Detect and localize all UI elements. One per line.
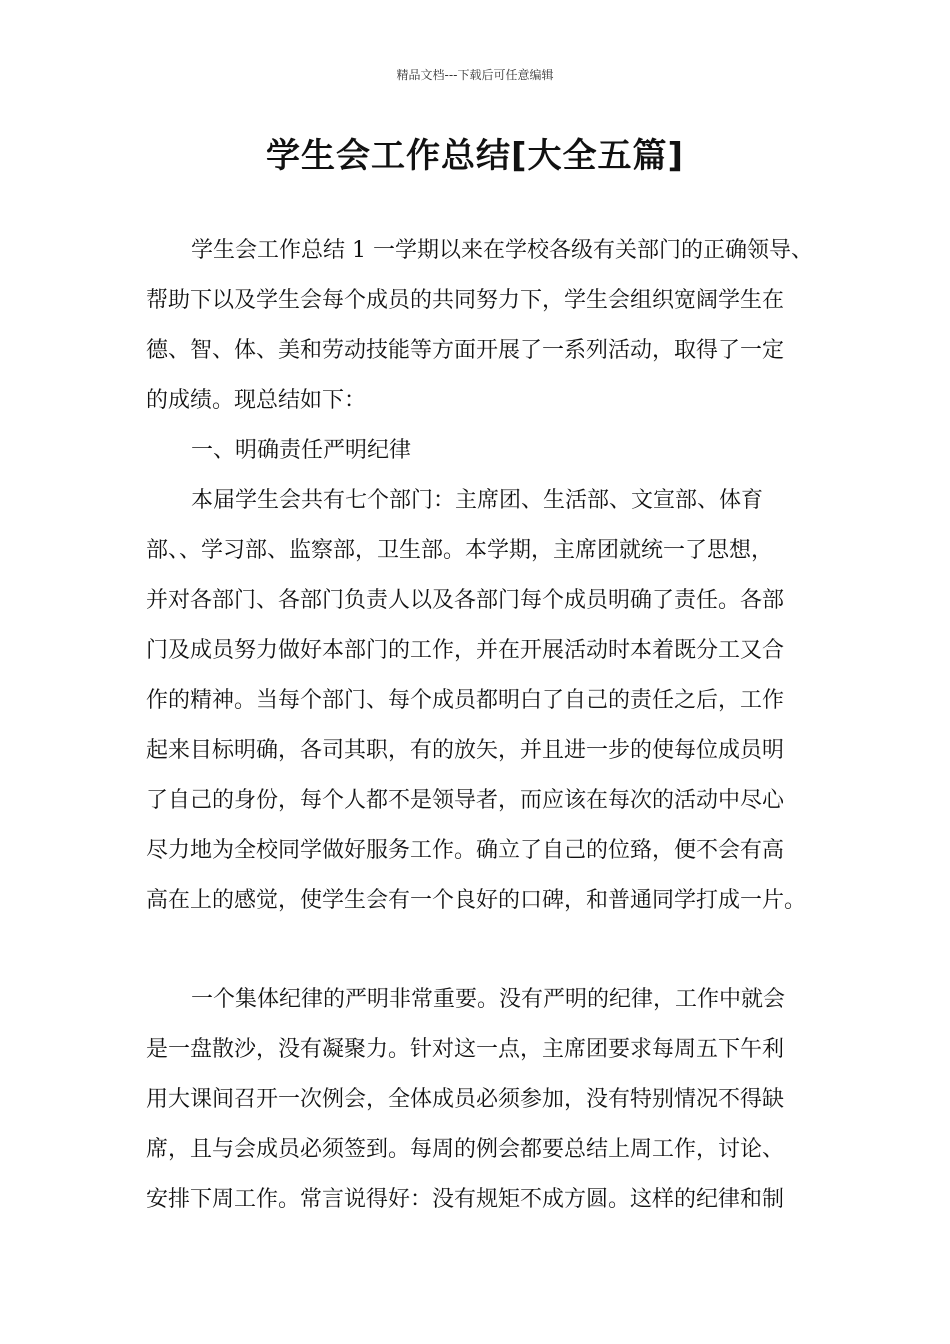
body-line: 尽力地为全校同学做好服务工作。确立了自己的位臵，便不会有高: [146, 838, 785, 863]
body-line: 高在上的感觉，使学生会有一个良好的口碑，和普通同学打成一片。: [146, 888, 807, 913]
body-line: 了自己的身份，每个人都不是领导者，而应该在每次的活动中尽心: [146, 788, 785, 813]
body-line: 用大课间召开一次例会，全体成员必须参加，没有特别情况不得缺: [146, 1087, 785, 1112]
body-line: 起来目标明确，各司其职，有的放矢，并且进一步的使每位成员明: [146, 738, 785, 763]
body-line: 安排下周工作。常言说得好：没有规矩不成方圆。这样的纪律和制: [146, 1187, 785, 1212]
body-line: 部、、学习部、监察部，卫生部。本学期，主席团就统一了思想，: [146, 538, 774, 563]
page-title: 学生会工作总结[大全五篇]: [265, 136, 685, 176]
body-line: 门及成员努力做好本部门的工作，并在开展活动时本着既分工又合: [146, 638, 785, 663]
body-line: 作的精神。当每个部门、每个成员都明白了自己的责任之后，工作: [146, 688, 785, 713]
body-line: 本届学生会共有七个部门：主席团、生活部、文宣部、体育: [191, 488, 764, 513]
body-line: 是一盘散沙，没有凝聚力。针对这一点，主席团要求每周五下午利: [146, 1037, 785, 1062]
body-line: 并对各部门、各部门负责人以及各部门每个成员明确了责任。各部: [146, 588, 785, 613]
section-heading: 一、明确责任严明纪律: [191, 438, 412, 463]
body-line: 学生会工作总结 1 一学期以来在学校各级有关部门的正确领导、: [191, 238, 813, 263]
header-note: 精品文档---下载后可任意编辑: [396, 68, 554, 82]
body-line: 席，且与会成员必须签到。每周的例会都要总结上周工作，讨论、: [146, 1137, 785, 1162]
body-line: 帮助下以及学生会每个成员的共同努力下，学生会组织宽阔学生在: [146, 288, 785, 313]
body-line: 一个集体纪律的严明非常重要。没有严明的纪律，工作中就会: [191, 987, 786, 1012]
body-line: 德、智、体、美和劳动技能等方面开展了一系列活动，取得了一定: [146, 338, 785, 363]
body-line: 的成绩。现总结如下：: [146, 388, 367, 413]
